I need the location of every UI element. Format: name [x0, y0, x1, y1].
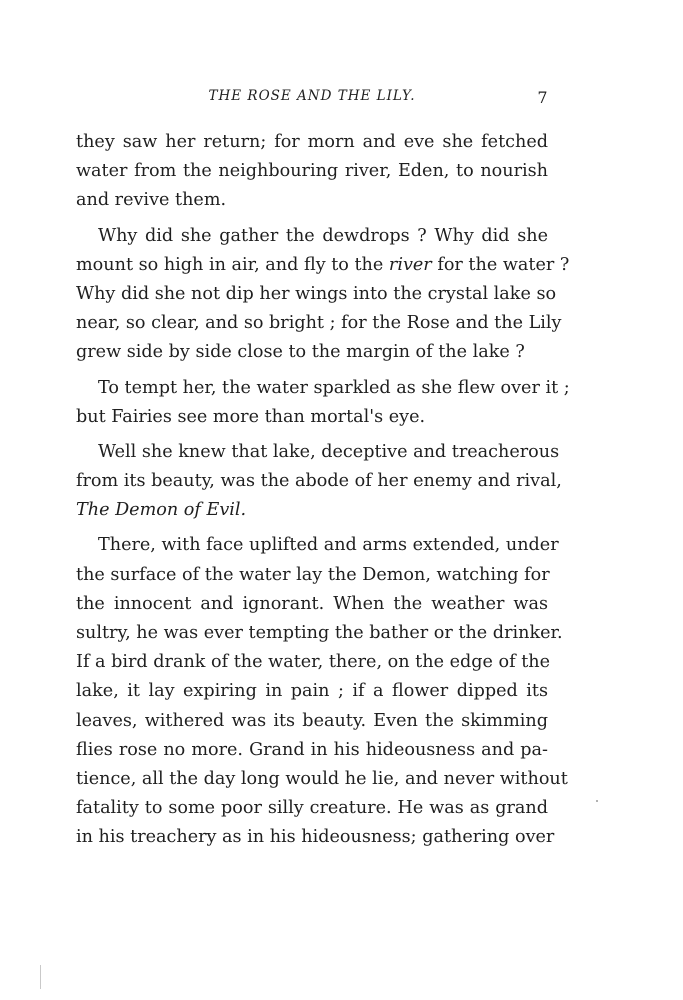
text-line: leaves, withered was its beauty. Even the skimming: [76, 710, 548, 731]
text-line: in his treachery as in his hideousness; gathering over: [76, 827, 555, 848]
text-line: To tempt her, the water sparkled as she flew over it ;: [98, 377, 570, 398]
running-head: [76, 88, 548, 112]
text-line: lake, it lay expiring in pain ; if a flower dipped its: [76, 681, 548, 702]
text-line: water from the neighbouring river, Eden, to nourish: [76, 161, 548, 182]
text-line: they saw her return; for morn and eve she fetched: [76, 132, 548, 152]
text-line: Well she knew that lake, deceptive and treacherous: [98, 441, 560, 462]
text-line: from its beauty, was the abode of her enemy and rival,: [76, 471, 562, 492]
scan-speck: [40, 965, 41, 989]
text-line: but Fairies see more than mortal's eye.: [76, 406, 426, 427]
running-title: THE ROSE AND THE LILY.: [208, 88, 416, 104]
scan-speck: [596, 800, 598, 802]
text-line: Why did she gather the dewdrops ? Why did she: [98, 225, 548, 246]
text-line: near, so clear, and so bright ; for the Rose and the Lily: [76, 313, 562, 334]
text-fragment: mount so high in air, and fly to the: [76, 254, 384, 275]
text-line-with-italic: [76, 251, 570, 280]
text-fragment: for the water ?: [437, 254, 570, 275]
text-line: tience, all the day long would he lie, and never without: [76, 768, 568, 789]
text-line: and revive them.: [76, 190, 227, 211]
italic-word: river: [388, 254, 432, 275]
text-line: sultry, he was ever tempting the bather or the drinker.: [76, 623, 563, 643]
italic-line: The Demon of Evil.: [76, 500, 247, 521]
text-line: flies rose no more. Grand in his hideousness and pa-: [76, 739, 548, 760]
page-number: 7: [537, 88, 548, 107]
text-line: If a bird drank of the water, there, on the edge of the: [76, 652, 551, 673]
body-text: [76, 128, 570, 853]
text-line: There, with face uplifted and arms extended, under: [98, 535, 559, 556]
text-line: the surface of the water lay the Demon, watching for: [76, 564, 550, 585]
text-line: fatality to some poor silly creature. He was as grand: [76, 798, 548, 819]
text-line: the innocent and ignorant. When the weather was: [76, 593, 548, 614]
text-line: grew side by side close to the margin of the lake ?: [76, 342, 525, 363]
text-line: Why did she not dip her wings into the crystal lake so: [76, 283, 557, 304]
